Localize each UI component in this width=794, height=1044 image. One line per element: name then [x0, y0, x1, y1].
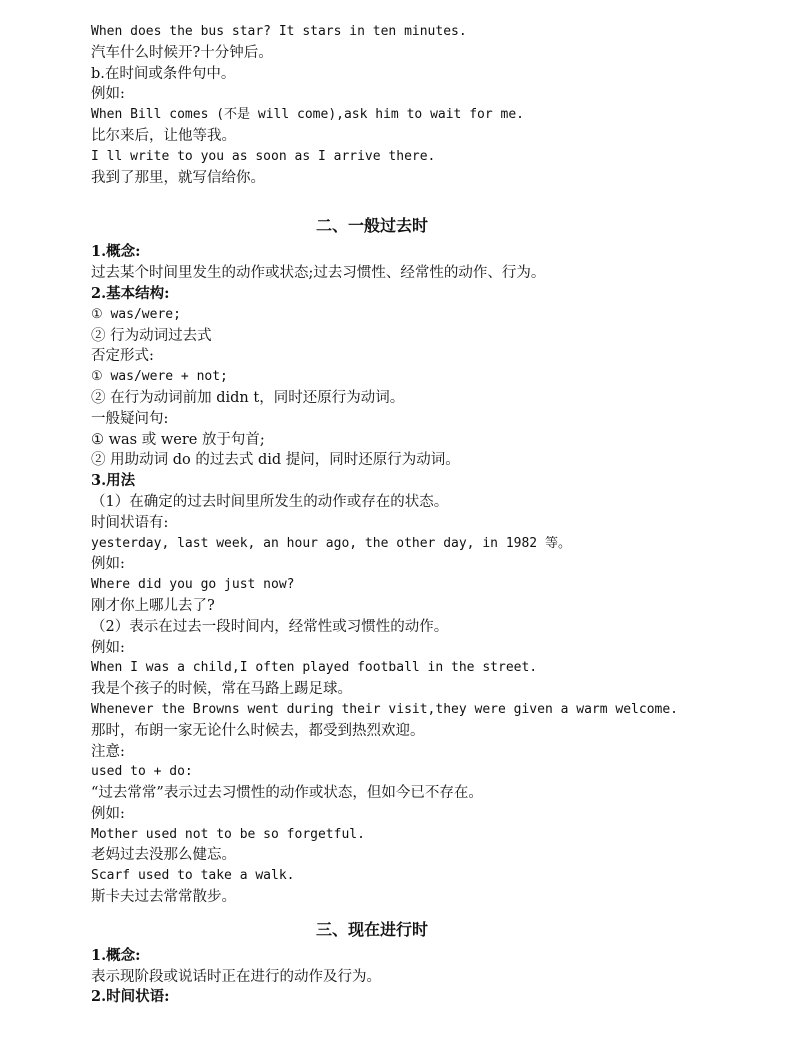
example-sentence: When Bill comes (不是 will come),ask him to wait for me.	[91, 107, 524, 123]
translation-line: 我到了那里，就写信给你。	[91, 169, 265, 186]
text-line: “过去常常”表示过去习惯性的动作或状态，但如今已不存在。	[91, 785, 483, 802]
text-line: 过去某个时间里发生的动作或状态;过去习惯性、经常性的动作、行为。	[91, 265, 546, 282]
translation-line: 刚才你上哪儿去了?	[91, 597, 215, 614]
subheading-structure: 2.基本结构:	[91, 284, 170, 302]
note-label: 注意:	[91, 743, 125, 760]
example-sentence: yesterday, last week, an hour ago, the other day, in 1982 等。	[91, 535, 571, 551]
text-line: （1）在确定的过去时间里所发生的动作或存在的状态。	[91, 493, 449, 510]
example-label: 例如:	[91, 86, 125, 103]
section-heading: 三、现在进行时	[315, 919, 428, 939]
list-item: ② 行为动词过去式	[91, 327, 212, 344]
text-line: 一般疑问句:	[91, 410, 169, 427]
example-sentence: Scarf used to take a walk.	[91, 868, 295, 884]
subheading-concept: 1.概念:	[91, 946, 141, 964]
example-sentence: Where did you go just now?	[91, 577, 295, 593]
text-line: 表示现阶段或说话时正在进行的动作及行为。	[91, 968, 381, 985]
example-sentence: When I was a child,I often played football in the street.	[91, 660, 538, 676]
section-heading: 二、一般过去时	[315, 216, 428, 236]
text-line: 时间状语有:	[91, 514, 169, 531]
translation-line: 汽车什么时候开?十分钟后。	[91, 44, 273, 61]
section-past-simple	[91, 210, 731, 908]
intro-block	[91, 22, 731, 188]
list-item: ① was/were + not;	[91, 369, 228, 385]
section-present-continuous	[91, 914, 731, 1008]
list-item: ② 用助动词 do 的过去式 did 提问，同时还原行为动词。	[91, 452, 460, 469]
example-sentence: Whenever the Browns went during their visit,they were given a warm welcome.	[91, 701, 678, 717]
text-line: （2）表示在过去一段时间内，经常性或习惯性的动作。	[91, 618, 449, 635]
list-item: ① was 或 were 放于句首;	[91, 431, 265, 448]
list-item: ① was/were;	[91, 306, 181, 322]
subheading-concept: 1.概念:	[91, 243, 141, 261]
rule-line: b.在时间或条件句中。	[91, 65, 236, 82]
text-line: used to + do:	[91, 764, 193, 780]
translation-line: 斯卡夫过去常常散步。	[91, 889, 236, 906]
translation-line: 我是个孩子的时候，常在马路上踢足球。	[91, 681, 352, 698]
example-sentence: Mother used not to be so forgetful.	[91, 826, 365, 842]
example-sentence: I ll write to you as soon as I arrive there.	[91, 148, 436, 164]
subheading-usage: 3.用法	[91, 472, 136, 490]
translation-line: 那时，布朗一家无论什么时候去，都受到热烈欢迎。	[91, 722, 425, 739]
document-page	[91, 22, 731, 1008]
example-sentence: When does the bus star? It stars in ten minutes.	[91, 24, 467, 39]
example-label: 例如:	[91, 639, 125, 656]
translation-line: 比尔来后，让他等我。	[91, 127, 236, 144]
example-label: 例如:	[91, 556, 125, 573]
example-label: 例如:	[91, 805, 125, 822]
subheading-time-adverbial: 2.时间状语:	[91, 988, 170, 1006]
list-item: ② 在行为动词前加 didn t，同时还原行为动词。	[91, 389, 405, 406]
text-line: 否定形式:	[91, 348, 154, 365]
translation-line: 老妈过去没那么健忘。	[91, 847, 236, 864]
